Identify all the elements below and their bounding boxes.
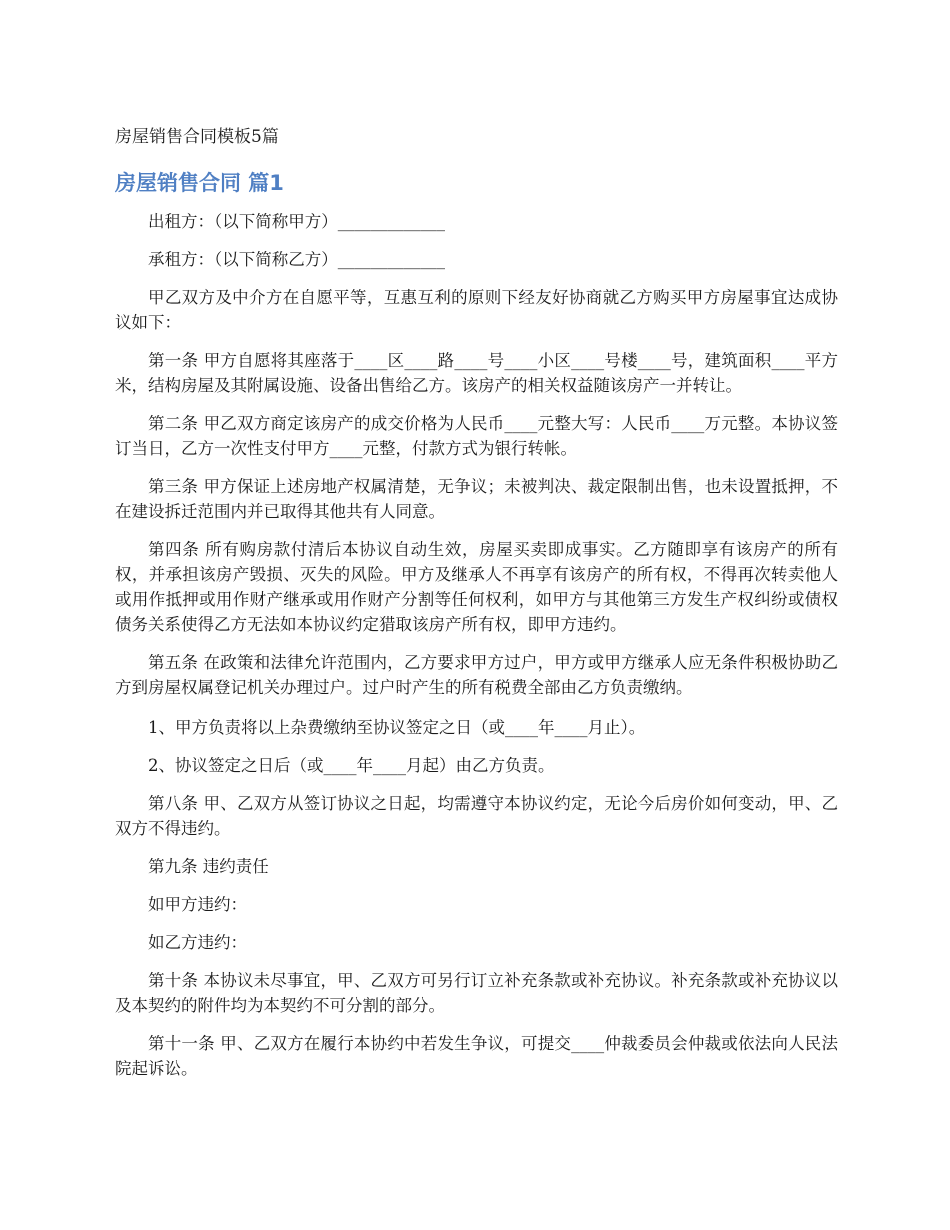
paragraph-intro: 甲乙双方及中介方在自愿平等，互惠互利的原则下经友好协商就乙方购买甲方房屋事宜达成协议如下： <box>115 288 838 332</box>
paragraph-article-8: 第八条 甲、乙双方从签订协议之日起，均需遵守本协议约定，无论今后房价如何变动，甲、乙双方不得违约。 <box>115 794 838 838</box>
paragraph-article-4: 第四条 所有购房款付清后本协议自动生效，房屋买卖即成事实。乙方随即享有该房产的所有权，并承担该房产毁损、灭失的风险。甲方及继承人不再享有该房产的所有权，不得再次转卖他人或用作抵押或用作财产继承或用作财产分割等任何权利，如甲方与其他第三方发生产权纠纷或债权债务关系使得乙方无法如本协议约定猎取该房产所有权，即甲方违约。 <box>115 540 838 634</box>
paragraph-article-2: 第二条 甲乙双方商定该房产的成交价格为人民币____元整大写：人民币____万元整。本协议签订当日，乙方一次性支付甲方____元整，付款方式为银行转帐。 <box>115 414 838 458</box>
paragraph-article-10: 第十条 本协议未尽事宜，甲、乙双方可另行订立补充条款或补充协议。补充条款或补充协议以及本契约的附件均为本契约不可分割的部分。 <box>115 971 838 1015</box>
paragraph-article-5: 第五条 在政策和法律允许范围内，乙方要求甲方过户，甲方或甲方继承人应无条件积极协助乙方到房屋权属登记机关办理过户。过户时产生的所有税费全部由乙方负责缴纳。 <box>115 653 838 697</box>
paragraph-item-2: 2、协议签定之日后（或____年____月起）由乙方负责。 <box>148 756 555 775</box>
paragraph-lessee: 承租方：（以下简称乙方）_____________ <box>148 250 445 269</box>
document-title: 房屋销售合同模板5篇 <box>115 127 279 147</box>
section-heading: 房屋销售合同 篇1 <box>115 171 284 195</box>
paragraph-party-a-breach: 如甲方违约： <box>148 895 247 914</box>
paragraph-party-b-breach: 如乙方违约： <box>148 933 247 952</box>
paragraph-item-1: 1、甲方负责将以上杂费缴纳至协议签定之日（或____年____月止）。 <box>148 718 646 737</box>
paragraph-article-11: 第十一条 甲、乙双方在履行本协约中若发生争议，可提交____仲裁委员会仲裁或依法向人民法院起诉讼。 <box>115 1034 838 1078</box>
paragraph-lessor: 出租方：（以下简称甲方）_____________ <box>148 212 445 231</box>
paragraph-article-1: 第一条 甲方自愿将其座落于____区____路____号____小区____号楼____号，建筑面积____平方米，结构房屋及其附属设施、设备出售给乙方。该房产的相关权益随该房产一并转让。 <box>115 351 838 395</box>
paragraph-article-9: 第九条 违约责任 <box>148 857 269 876</box>
paragraph-article-3: 第三条 甲方保证上述房地产权属清楚，无争议；未被判决、裁定限制出售，也未设置抵押，不在建设拆迁范围内并已取得其他共有人同意。 <box>115 477 838 521</box>
